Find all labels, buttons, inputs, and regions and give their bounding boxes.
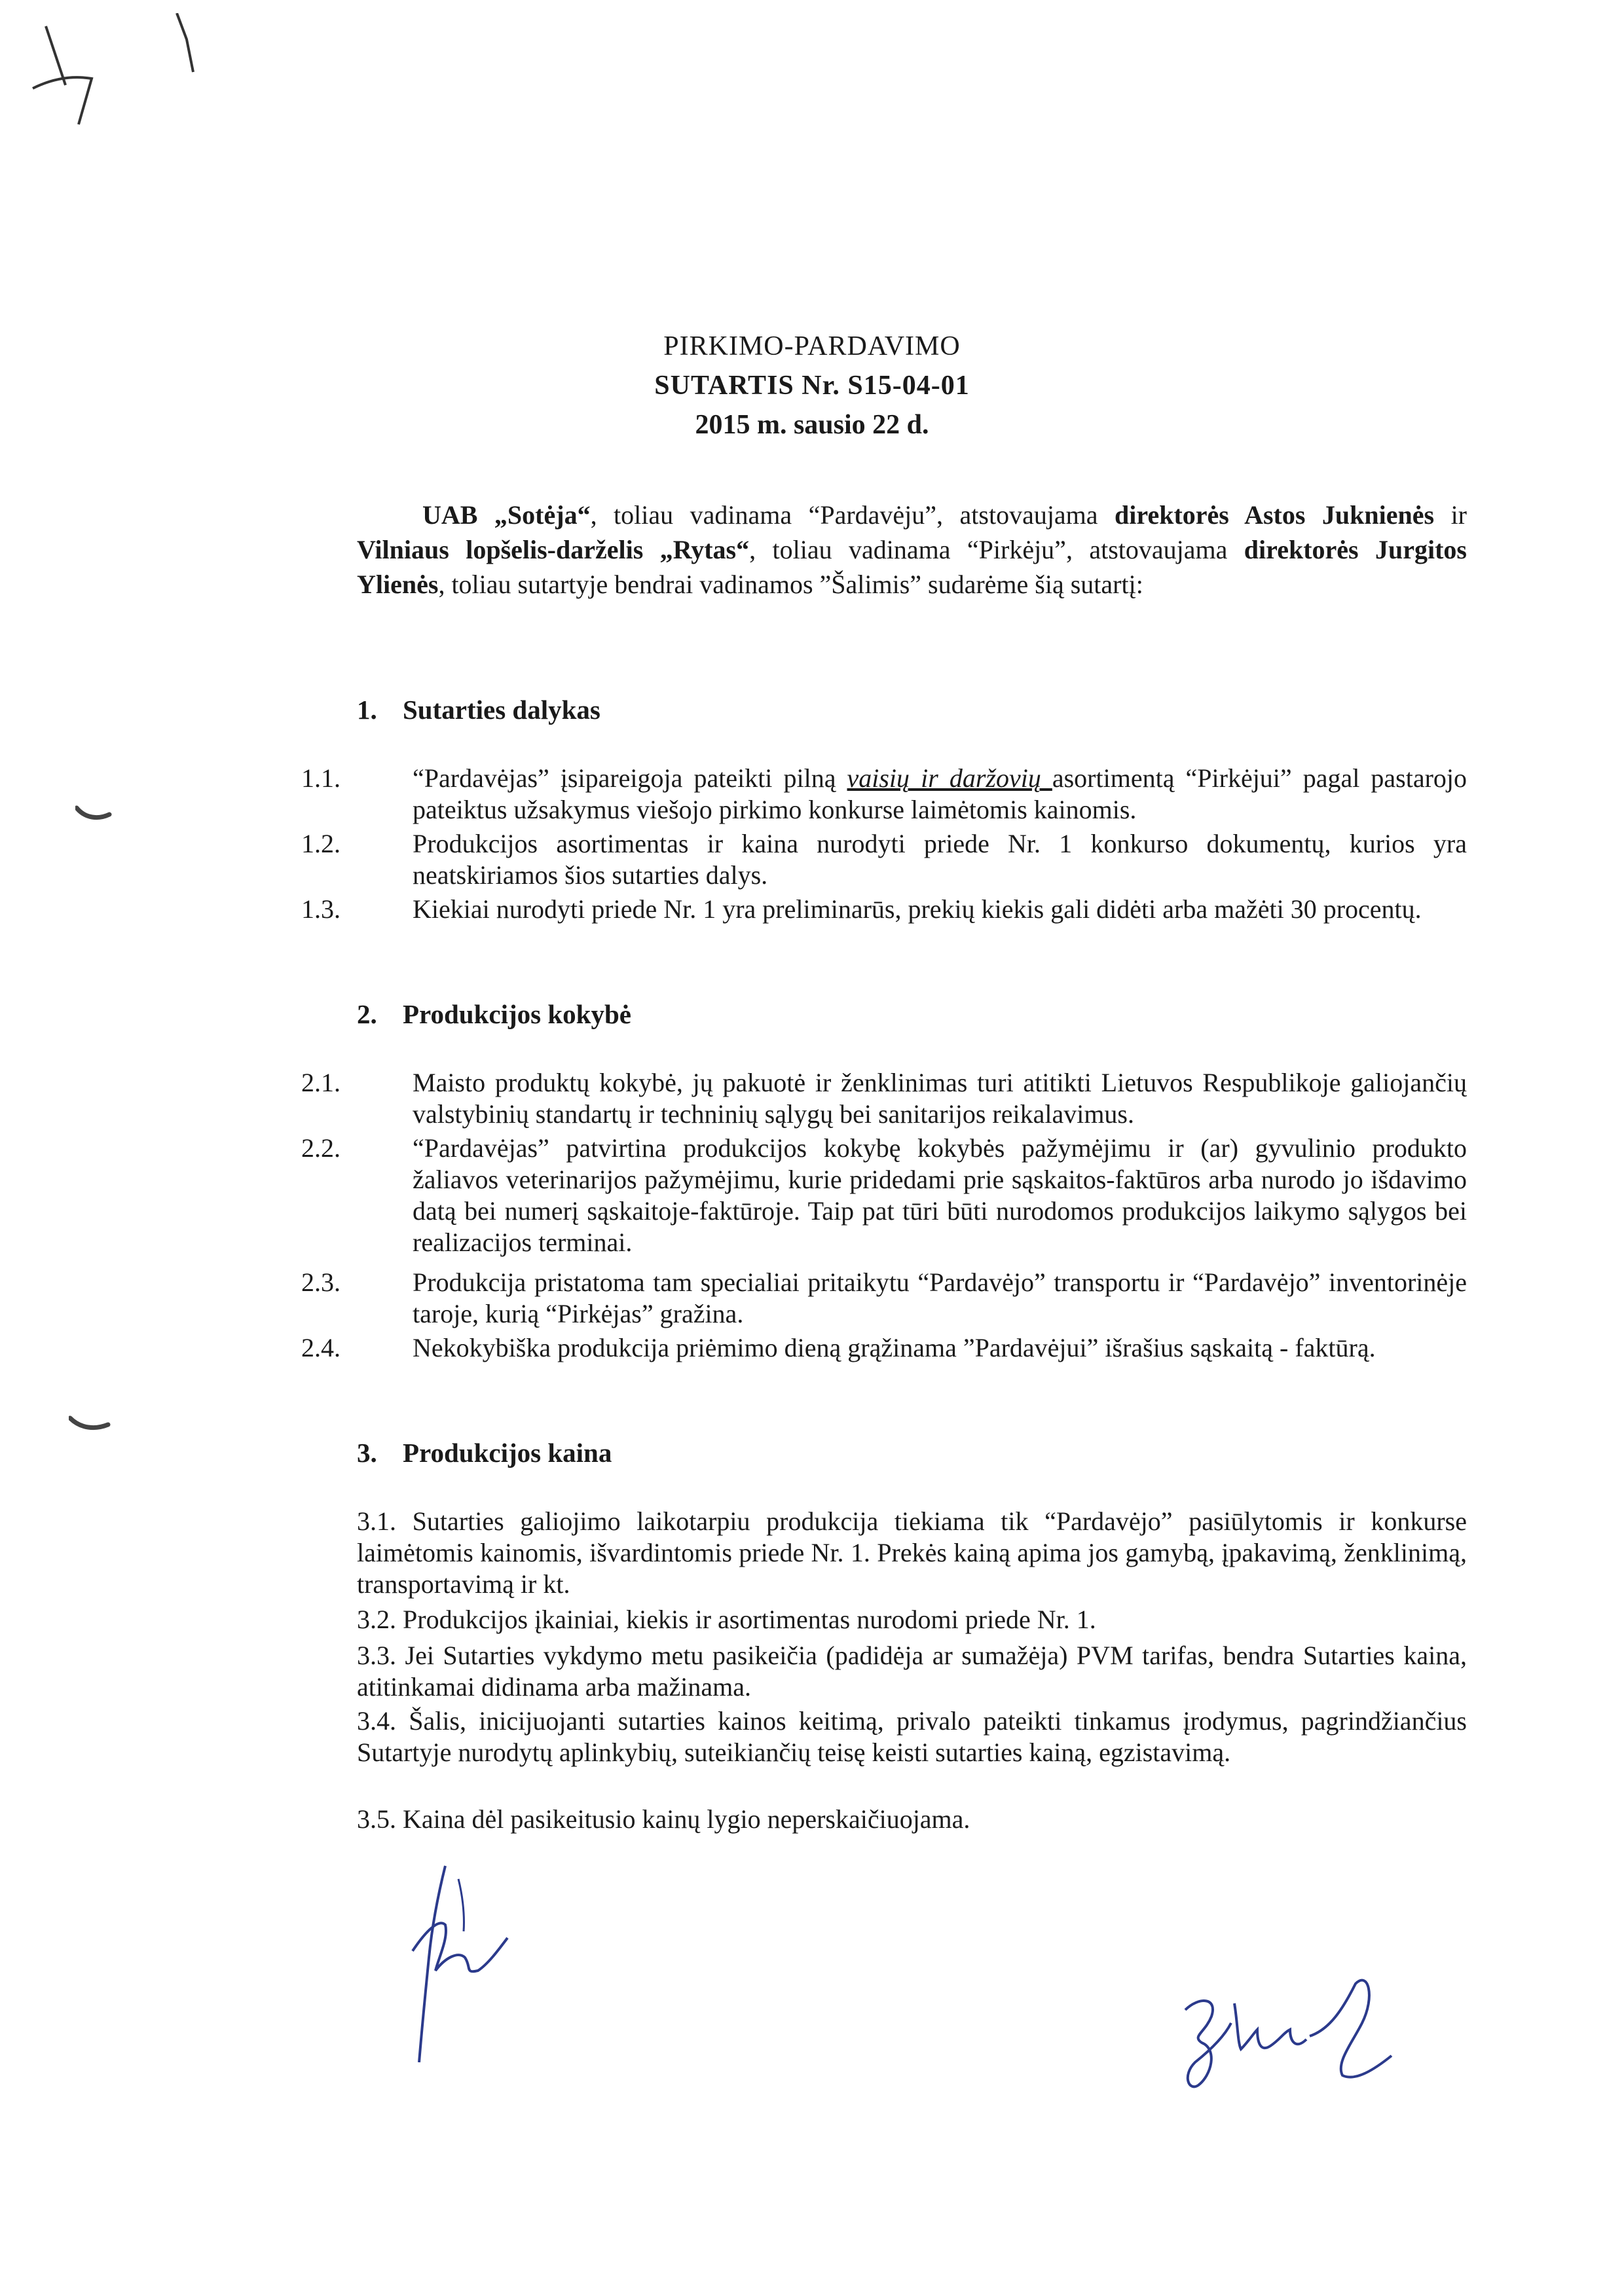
- punch-hole-mark: [75, 804, 115, 824]
- buyer-signature: [1172, 1971, 1408, 2102]
- clause: 3.5. Kaina dėl pasikeitusio kainų lygio neperskaičiuojama.: [357, 1804, 970, 1834]
- seller-representative: direktorės Astos Juknienės: [1115, 500, 1435, 530]
- clause: 2.1. Maisto produktų kokybė, jų pakuotė ir ženklinimas turi atitikti Lietuvos Respublikoje galiojančių valstybinių standartų ir techninių sąlygų bei sanitarijos reikalavimus.: [301, 1068, 1467, 1129]
- clause: 2.4. Nekokybiška produkcija priėmimo dieną grąžinama ”Pardavėjui” išrašius sąskaitą - faktūrą.: [301, 1333, 1376, 1362]
- seller-name: UAB „Sotėja“: [422, 500, 591, 530]
- underlined-term: vaisių ir daržovių: [847, 763, 1052, 793]
- document-title-contract-number: SUTARTIS Nr. S15-04-01: [654, 371, 970, 401]
- pen-mark-scribble: [26, 13, 223, 144]
- section-heading: 2. Produkcijos kokybė: [357, 999, 631, 1029]
- buyer-name: Vilniaus lopšelis-darželis „Rytas“: [357, 535, 750, 564]
- section-heading: 1. Sutarties dalykas: [357, 695, 600, 725]
- clause: 2.3. Produkcija pristatoma tam specialiai pritaikytu “Pardavėjo” transportu ir “Pardavėjo” inventorinėje taroje, kurią “Pirkėjas” gražina.: [301, 1267, 1467, 1328]
- intro-paragraph: UAB „Sotėja“, toliau vadinama “Pardavėju”, atstovaujama direktorės Astos Juknienės ir Vilniaus lopšelis-darželis „Rytas“, toliau vadinama “Pirkėju”, atstovaujama direktorės Jurgitos Ylienės, toliau sutartyje bendrai vadinamos ”Šalimis” sudarėme šią sutartį:: [357, 500, 1467, 599]
- clause: 1.1. “Pardavėjas” įsipareigoja pateikti pilną vaisių ir daržovių asortimentą “Pirkėjui” pagal pastarojo pateiktus užsakymus viešojo pirkimo konkurse laimėtomis kainomis.: [301, 763, 1467, 824]
- clause: 3.4. Šalis, inicijuojanti sutarties kainos keitimą, privalo pateikti tinkamus įrodymus, pagrindžiančius Sutartyje nurodytų aplinkybių, suteikiančių teisę keisti sutarties kainą, egzistavimą.: [357, 1706, 1467, 1767]
- section-heading: 3. Produkcijos kaina: [357, 1438, 612, 1468]
- buyer-representative: direktorės Jurgitos Ylienės: [357, 535, 1467, 599]
- punch-hole-mark: [69, 1414, 115, 1434]
- clause: 3.3. Jei Sutarties vykdymo metu pasikeičia (padidėja ar sumažėja) PVM tarifas, bendra Sutarties kaina, atitinkamai didinama arba mažinama.: [357, 1641, 1467, 1702]
- clause: 1.2. Produkcijos asortimentas ir kaina nurodyti priede Nr. 1 konkurso dokumentų, kurios yra neatskiriamos šios sutarties dalys.: [301, 829, 1467, 890]
- document-title-line1: PIRKIMO-PARDAVIMO: [663, 331, 961, 361]
- clause: 3.1. Sutarties galiojimo laikotarpiu produkcija tiekiama tik “Pardavėjo” pasiūlytomis ir konkurse laimėtomis kainomis, išvardintomis priede Nr. 1. Prekės kainą apima jos gamybą, įpakavimą, ženklinimą, transportavimą ir kt.: [357, 1506, 1467, 1599]
- document-date: 2015 m. sausio 22 d.: [695, 410, 929, 440]
- clause: 3.2. Produkcijos įkainiai, kiekis ir asortimentas nurodomi priede Nr. 1.: [357, 1605, 1096, 1634]
- clause: 2.2. “Pardavėjas” patvirtina produkcijos kokybę kokybės pažymėjimu ir (ar) gyvulinio produkto žaliavos veterinarijos pažymėjimu, kurie pridedami prie sąskaitos-faktūros arba nurodo jo išdavimo datą bei numerį sąskaitoje-faktūroje. Taip pat tūri būti nurodomos produkcijos laikymo sąlygos bei realizacijos terminai.: [301, 1133, 1467, 1257]
- clause: 1.3. Kiekiai nurodyti priede Nr. 1 yra preliminarūs, prekių kiekis gali didėti arba mažėti 30 procentų.: [301, 894, 1422, 924]
- seller-signature: [367, 1853, 517, 2069]
